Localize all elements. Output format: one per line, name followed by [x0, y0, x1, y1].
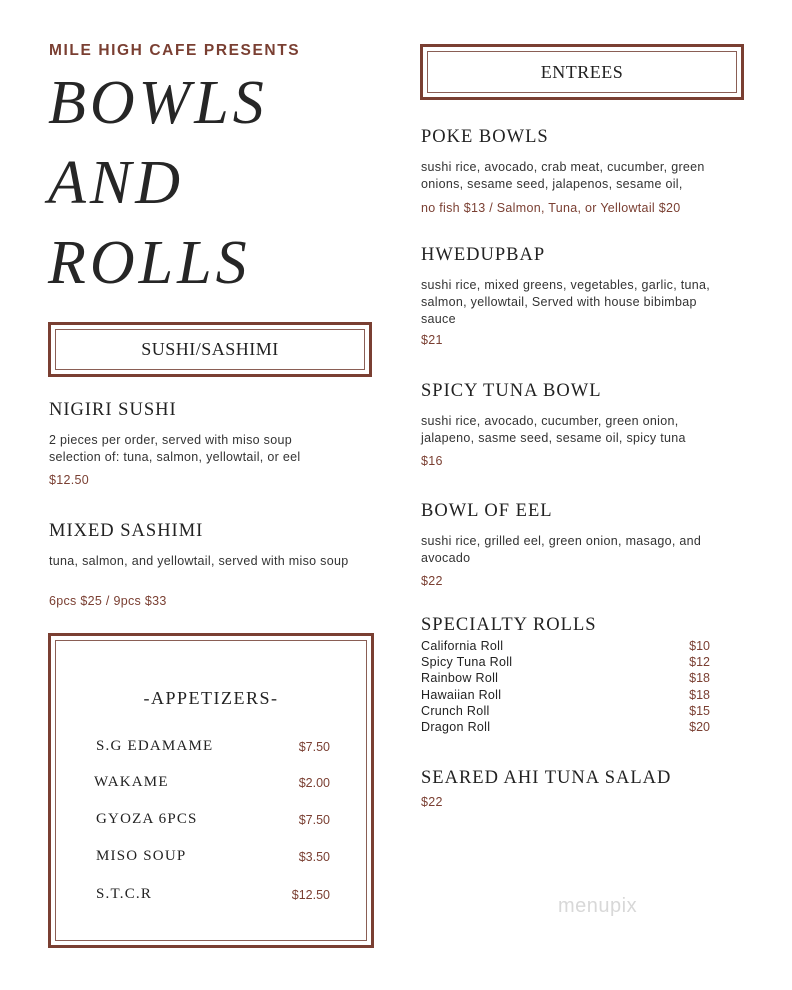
seared-ahi-tuna-salad-title: SEARED AHI TUNA SALAD: [421, 768, 672, 788]
appetizer-name: S.T.C.R: [96, 886, 153, 902]
specialty-rolls-title: SPECIALTY ROLLS: [421, 615, 597, 635]
poke-bowls-title: POKE BOWLS: [421, 127, 549, 147]
appetizer-price: $3.50: [298, 850, 330, 864]
roll-price: $18: [689, 688, 710, 702]
spicy-tuna-bowl-price: $16: [421, 454, 443, 468]
hwedupbap-price: $21: [421, 333, 443, 347]
title-line-3: ROLLS: [48, 229, 251, 297]
cafe-presents-text: MILE HIGH CAFE PRESENTS: [49, 42, 301, 59]
appetizer-price: $7.50: [298, 813, 330, 827]
bowl-of-eel-description: [421, 533, 701, 567]
entrees-heading-box: [420, 44, 744, 100]
desc-line: sushi rice, mixed greens, vegetables, garlic, tuna,: [421, 278, 711, 292]
poke-bowls-description: [421, 159, 705, 193]
mixed-sashimi-title: MIXED SASHIMI: [49, 521, 204, 541]
appetizers-heading: -APPETIZERS-: [143, 688, 279, 708]
desc-line: avocado: [421, 551, 471, 565]
sushi-sashimi-heading-box: [48, 322, 372, 377]
sushi-sashimi-heading: SUSHI/SASHIMI: [55, 329, 365, 370]
roll-name: Spicy Tuna Roll: [421, 655, 513, 669]
hwedupbap-title: HWEDUPBAP: [421, 245, 546, 265]
spicy-tuna-bowl-description: [421, 413, 686, 447]
mixed-sashimi-price: 6pcs $25 / 9pcs $33: [49, 594, 167, 608]
desc-line: sushi rice, avocado, cucumber, green onion,: [421, 414, 679, 428]
roll-name: Dragon Roll: [421, 720, 491, 734]
roll-price: $15: [689, 704, 710, 718]
desc-line: sushi rice, avocado, crab meat, cucumber, green: [421, 160, 705, 174]
appetizer-name: S.G EDAMAME: [96, 738, 214, 754]
appetizer-price: $7.50: [298, 740, 330, 754]
desc-line: sushi rice, grilled eel, green onion, masago, and: [421, 534, 702, 548]
appetizers-box: [48, 633, 374, 948]
appetizer-name: GYOZA 6PCS: [96, 811, 198, 827]
hwedupbap-description: [421, 277, 710, 328]
desc-line: jalapeno, sasme seed, sesame oil, spicy tuna: [421, 431, 686, 445]
appetizer-price: $12.50: [291, 888, 330, 902]
roll-price: $20: [689, 720, 710, 734]
nigiri-sushi-title: NIGIRI SUSHI: [49, 400, 177, 420]
appetizers-inner-frame: [55, 640, 367, 941]
desc-line: selection of: tuna, salmon, yellowtail, or eel: [49, 450, 301, 464]
desc-line: onions, sesame seed, jalapenos, sesame oil,: [421, 177, 683, 191]
appetizer-name: WAKAME: [94, 774, 169, 790]
desc-line: 2 pieces per order, served with miso soup: [49, 433, 292, 447]
nigiri-sushi-price: $12.50: [49, 473, 90, 487]
roll-name: Crunch Roll: [421, 704, 490, 718]
menupix-watermark: menupix: [558, 895, 638, 917]
appetizer-name: MISO SOUP: [96, 848, 187, 864]
entrees-heading: ENTREES: [427, 51, 737, 93]
appetizer-price: $2.00: [298, 776, 330, 790]
seared-ahi-tuna-salad-price: $22: [421, 795, 443, 809]
roll-price: $10: [689, 639, 710, 653]
mixed-sashimi-description: [49, 553, 348, 570]
roll-name: Rainbow Roll: [421, 671, 499, 685]
spicy-tuna-bowl-title: SPICY TUNA BOWL: [421, 381, 602, 401]
title-line-1: BOWLS: [48, 69, 268, 137]
roll-name: Hawaiian Roll: [421, 688, 502, 702]
roll-name: California Roll: [421, 639, 504, 653]
bowl-of-eel-title: BOWL OF EEL: [421, 501, 553, 521]
title-line-2: AND: [48, 149, 184, 217]
bowl-of-eel-price: $22: [421, 574, 443, 588]
desc-line: tuna, salmon, and yellowtail, served with miso soup: [49, 554, 349, 568]
poke-bowls-price: no fish $13 / Salmon, Tuna, or Yellowtail $20: [421, 201, 681, 215]
roll-price: $12: [689, 655, 710, 669]
desc-line: salmon, yellowtail, Served with house bibimbap: [421, 295, 697, 309]
roll-price: $18: [689, 671, 710, 685]
desc-line: sauce: [421, 312, 456, 326]
nigiri-sushi-description: [49, 432, 300, 466]
